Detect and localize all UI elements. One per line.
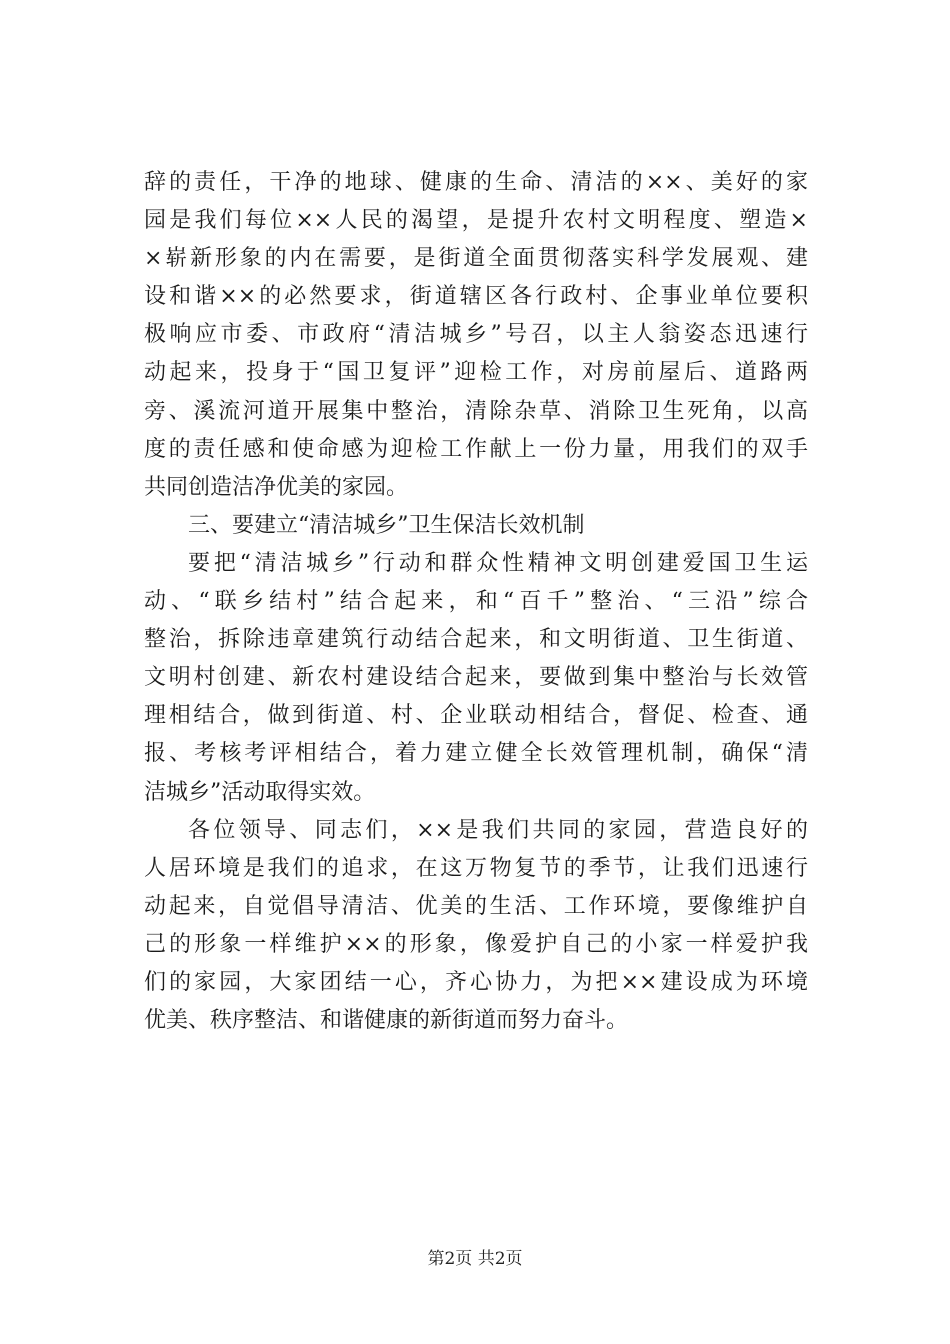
text-line: 整治，拆除违章建筑行动结合起来，和文明街道、卫生街道、 [144,627,808,653]
text-line: 们的家园，大家团结一心，齐心协力，为把××建设成为环境 [144,969,808,995]
text-line: 动起来，投身于“国卫复评”迎检工作，对房前屋后、道路两 [144,360,808,386]
text-line: 文明村创建、新农村建设结合起来，要做到集中整治与长效管 [144,665,808,691]
text-line: 各位领导、同志们，××是我们共同的家园，营造良好的 [188,817,808,843]
text-line: 洁城乡”活动取得实效。 [144,779,376,805]
text-line: 动、“联乡结村”结合起来，和“百千”整治、“三沿”综合 [144,589,808,615]
text-line: 旁、溪流河道开展集中整治，清除杂草、消除卫生死角，以高 [144,398,808,424]
text-line: 人居环境是我们的追求，在这万物复节的季节，让我们迅速行 [144,855,808,881]
document-body [144,164,808,1040]
text-line: 要把“清洁城乡”行动和群众性精神文明创建爱国卫生运 [188,550,808,576]
section-heading [144,507,808,545]
text-line: 设和谐××的必然要求，街道辖区各行政村、企事业单位要积 [144,284,808,310]
section-heading-text: 三、要建立“清洁城乡”卫生保洁长效机制 [188,512,585,538]
text-line: 极响应市委、市政府“清洁城乡”号召，以主人翁姿态迅速行 [144,322,808,348]
text-line: 理相结合，做到街道、村、企业联动相结合，督促、检查、通 [144,703,808,729]
text-line: 共同创造洁净优美的家园。 [144,474,409,500]
text-line: 动起来，自觉倡导清洁、优美的生活、工作环境，要像维护自 [144,893,808,919]
text-line: 度的责任感和使命感为迎检工作献上一份力量，用我们的双手 [144,436,808,462]
text-line: 报、考核考评相结合，着力建立健全长效管理机制，确保“清 [144,741,808,767]
paragraph-closing [144,812,808,1041]
text-line: ×崭新形象的内在需要，是街道全面贯彻落实科学发展观、建 [144,246,808,272]
page-number-footer: 第2页 共2页 [427,1249,523,1269]
text-line: 园是我们每位××人民的渴望，是提升农村文明程度、塑造× [144,208,808,234]
text-line: 优美、秩序整洁、和谐健康的新街道而努力奋斗。 [144,1008,629,1034]
text-line: 辞的责任，干净的地球、健康的生命、清洁的××、美好的家 [144,170,808,195]
paragraph-continuation [144,164,808,507]
paragraph-mechanism [144,545,808,812]
text-line: 己的形象一样维护××的形象，像爱护自己的小家一样爱护我 [144,931,808,957]
